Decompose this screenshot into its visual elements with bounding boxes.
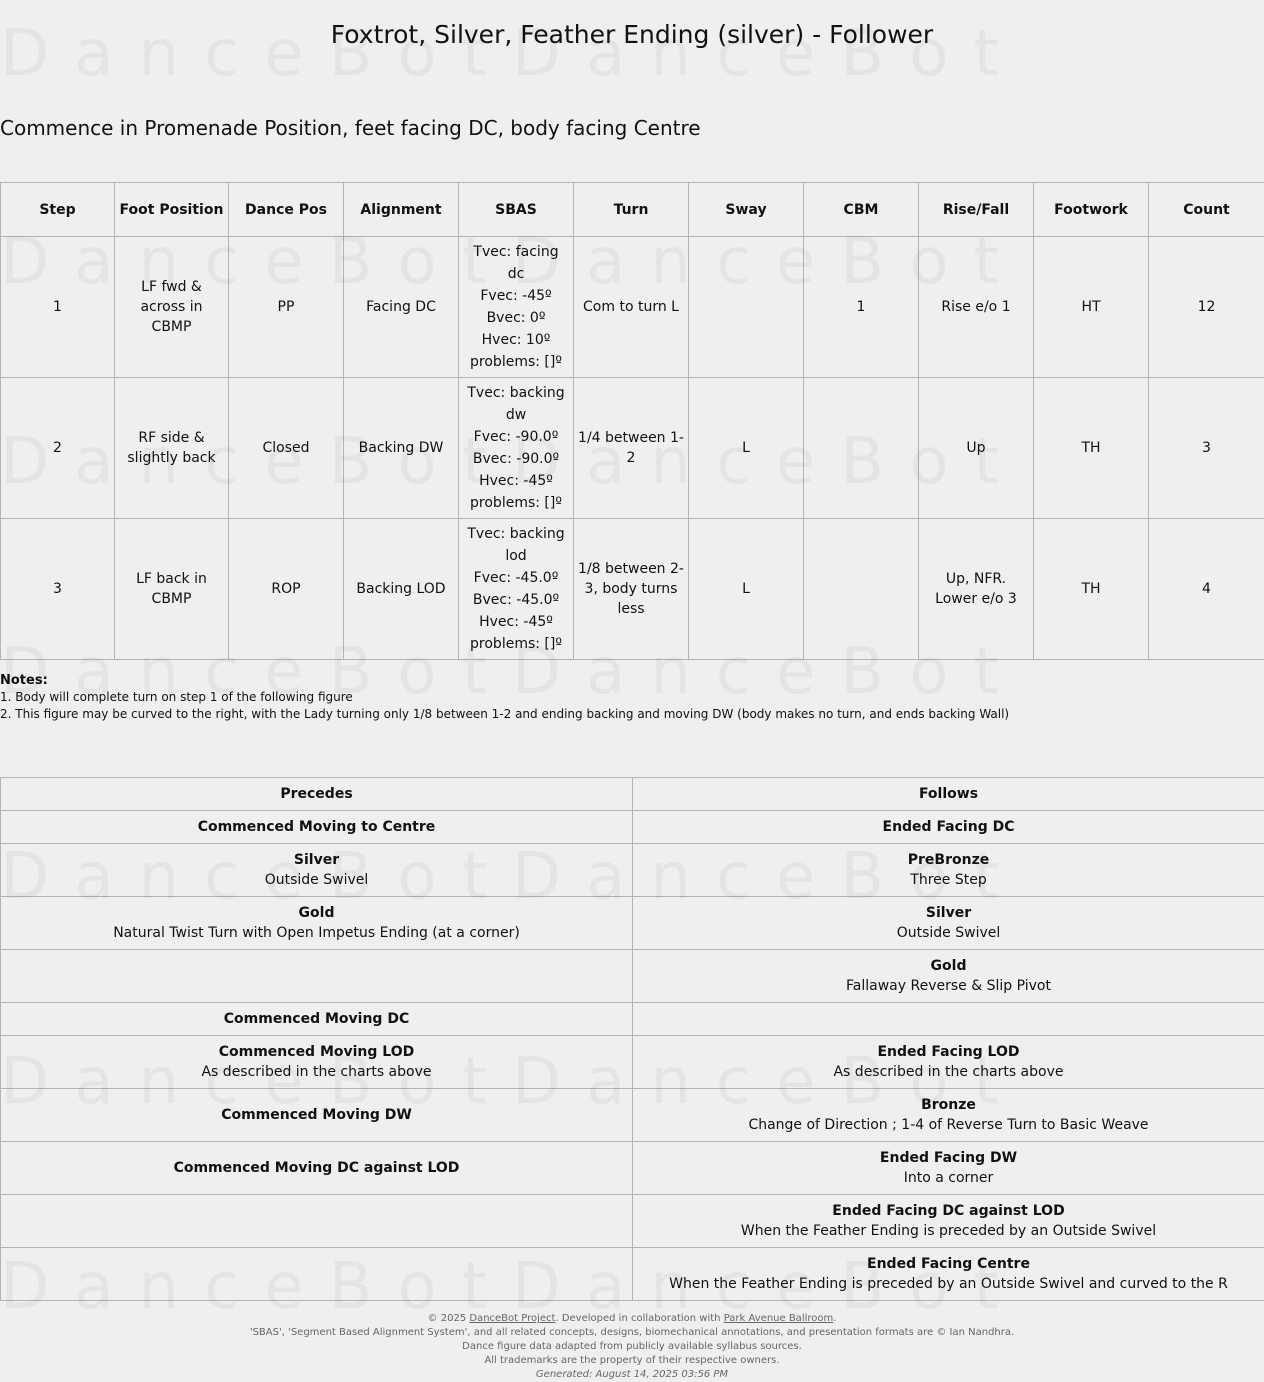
- collab-text: . Developed in collaboration with: [555, 1313, 723, 1324]
- notes-label: Notes:: [0, 673, 48, 688]
- footer: [0, 1312, 1264, 1382]
- turn-cell: 1/4 between 1-2: [574, 378, 689, 519]
- sway-cell: L: [689, 519, 804, 660]
- relation-heading: Commenced Moving LOD: [5, 1042, 628, 1062]
- precedes-cell: [1, 1089, 633, 1142]
- relation-figure: Fallaway Reverse & Slip Pivot: [637, 976, 1260, 996]
- precedes-cell: [1, 1248, 633, 1301]
- park-avenue-ballroom-link[interactable]: Park Avenue Ballroom: [724, 1313, 834, 1324]
- page-title: Foxtrot, Silver, Feather Ending (silver) - Follower: [0, 20, 1264, 49]
- generated-line: Generated: August 14, 2025 03:56 PM: [0, 1368, 1264, 1382]
- footwork-cell: TH: [1034, 519, 1149, 660]
- sbas-cell: [459, 378, 574, 519]
- sbas-cell: [459, 237, 574, 378]
- relation-heading: Commenced Moving DW: [5, 1105, 628, 1125]
- relation-figure: As described in the charts above: [5, 1062, 628, 1082]
- sbas-tvec: Tvec: facing dc: [463, 241, 569, 285]
- cbm-cell: [804, 378, 919, 519]
- follows-cell: [633, 897, 1264, 950]
- sbas-problems: problems: []º: [463, 351, 569, 373]
- relation-heading: Commenced Moving DC: [5, 1009, 628, 1029]
- relation-figure: Outside Swivel: [637, 923, 1260, 943]
- sbas-bvec: Bvec: 0º: [463, 307, 569, 329]
- sbas-tvec: Tvec: backing lod: [463, 523, 569, 567]
- table-row: [1, 1036, 1264, 1089]
- precedes-cell: [1, 1195, 633, 1248]
- relation-figure: Outside Swivel: [5, 870, 628, 890]
- rise-fall-cell: Rise e/o 1: [919, 237, 1034, 378]
- relation-heading: Ended Facing DC: [637, 817, 1260, 837]
- dance-pos-cell: PP: [229, 237, 344, 378]
- foot-position-cell: LF fwd & across in CBMP: [115, 237, 229, 378]
- follows-cell: [633, 844, 1264, 897]
- sbas-fvec: Fvec: -45.0º: [463, 567, 569, 589]
- data-source-line: Dance figure data adapted from publicly available syllabus sources.: [0, 1340, 1264, 1354]
- sbas-problems: problems: []º: [463, 633, 569, 655]
- sway-cell: L: [689, 378, 804, 519]
- relation-heading: Commenced Moving DC against LOD: [5, 1158, 628, 1178]
- column-header: Count: [1149, 183, 1264, 237]
- turn-cell: Com to turn L: [574, 237, 689, 378]
- column-header: Rise/Fall: [919, 183, 1034, 237]
- column-header: Alignment: [344, 183, 459, 237]
- relation-heading: Ended Facing DW: [637, 1148, 1260, 1168]
- precedes-header: Precedes: [1, 778, 633, 811]
- column-header: Dance Pos: [229, 183, 344, 237]
- cbm-cell: 1: [804, 237, 919, 378]
- relation-figure: As described in the charts above: [637, 1062, 1260, 1082]
- table-row: [1, 897, 1264, 950]
- count-cell: 3: [1149, 378, 1264, 519]
- sbas-hvec: Hvec: -45º: [463, 611, 569, 633]
- relation-heading: Ended Facing DC against LOD: [637, 1201, 1260, 1221]
- table-row: [1, 1142, 1264, 1195]
- steps-header-row: [1, 183, 1264, 237]
- table-row: [1, 1089, 1264, 1142]
- sbas-fvec: Fvec: -90.0º: [463, 426, 569, 448]
- sbas-hvec: Hvec: 10º: [463, 329, 569, 351]
- relations-header-row: [1, 778, 1264, 811]
- sway-cell: [689, 237, 804, 378]
- follows-cell: [633, 1195, 1264, 1248]
- cbm-cell: [804, 519, 919, 660]
- column-header: Step: [1, 183, 115, 237]
- precedes-cell: [1, 1003, 633, 1036]
- rise-fall-cell: Up, NFR. Lower e/o 3: [919, 519, 1034, 660]
- dancebot-project-link[interactable]: DanceBot Project: [469, 1313, 555, 1324]
- relation-figure: Natural Twist Turn with Open Impetus Ending (at a corner): [5, 923, 628, 943]
- follows-cell: [633, 811, 1264, 844]
- relation-heading: Bronze: [637, 1095, 1260, 1115]
- relation-figure: Three Step: [637, 870, 1260, 890]
- column-header: CBM: [804, 183, 919, 237]
- sbas-hvec: Hvec: -45º: [463, 470, 569, 492]
- precedes-cell: [1, 897, 633, 950]
- relation-heading: Ended Facing LOD: [637, 1042, 1260, 1062]
- relation-figure: Change of Direction ; 1-4 of Reverse Turn to Basic Weave: [637, 1115, 1260, 1135]
- commence-heading: Commence in Promenade Position, feet facing DC, body facing Centre: [0, 116, 701, 140]
- follows-header: Follows: [633, 778, 1264, 811]
- alignment-cell: Backing DW: [344, 378, 459, 519]
- dance-pos-cell: Closed: [229, 378, 344, 519]
- note-item: 1. Body will complete turn on step 1 of the following figure: [0, 690, 353, 704]
- follows-cell: [633, 1089, 1264, 1142]
- follows-cell: [633, 950, 1264, 1003]
- relation-figure: When the Feather Ending is preceded by an Outside Swivel and curved to the R: [637, 1274, 1260, 1294]
- column-header: Footwork: [1034, 183, 1149, 237]
- relation-heading: Ended Facing Centre: [637, 1254, 1260, 1274]
- relation-heading: Gold: [5, 903, 628, 923]
- table-row: [1, 844, 1264, 897]
- dance-pos-cell: ROP: [229, 519, 344, 660]
- table-row: [1, 1003, 1264, 1036]
- relation-heading: Silver: [5, 850, 628, 870]
- precedes-cell: [1, 1142, 633, 1195]
- table-row: [1, 237, 1264, 378]
- step-cell: 1: [1, 237, 115, 378]
- column-header: Turn: [574, 183, 689, 237]
- notes-section: [0, 672, 1009, 723]
- precedes-cell: [1, 1036, 633, 1089]
- table-row: [1, 378, 1264, 519]
- table-row: [1, 811, 1264, 844]
- footwork-cell: HT: [1034, 237, 1149, 378]
- table-row: [1, 1195, 1264, 1248]
- column-header: SBAS: [459, 183, 574, 237]
- relation-figure: Into a corner: [637, 1168, 1260, 1188]
- relation-heading: PreBronze: [637, 850, 1260, 870]
- precedes-cell: [1, 844, 633, 897]
- alignment-cell: Facing DC: [344, 237, 459, 378]
- sbas-problems: problems: []º: [463, 492, 569, 514]
- precedes-follows-table: [0, 777, 1264, 1301]
- precedes-cell: [1, 811, 633, 844]
- sbas-bvec: Bvec: -90.0º: [463, 448, 569, 470]
- copyright-line: [0, 1312, 1264, 1326]
- relation-heading: Gold: [637, 956, 1260, 976]
- sbas-copyright-line: 'SBAS', 'Segment Based Alignment System', and all related concepts, designs, biomechanical annotations, and presentation formats are © Ian Nandhra.: [0, 1326, 1264, 1340]
- turn-cell: 1/8 between 2-3, body turns less: [574, 519, 689, 660]
- follows-cell: [633, 1003, 1264, 1036]
- count-cell: 4: [1149, 519, 1264, 660]
- period-text: .: [833, 1313, 836, 1324]
- table-row: [1, 1248, 1264, 1301]
- sbas-cell: [459, 519, 574, 660]
- table-row: [1, 950, 1264, 1003]
- follows-cell: [633, 1142, 1264, 1195]
- sbas-fvec: Fvec: -45º: [463, 285, 569, 307]
- footwork-cell: TH: [1034, 378, 1149, 519]
- follows-cell: [633, 1036, 1264, 1089]
- sbas-tvec: Tvec: backing dw: [463, 382, 569, 426]
- column-header: Sway: [689, 183, 804, 237]
- count-cell: 12: [1149, 237, 1264, 378]
- step-cell: 2: [1, 378, 115, 519]
- column-header: Foot Position: [115, 183, 229, 237]
- step-cell: 3: [1, 519, 115, 660]
- note-item: 2. This figure may be curved to the right, with the Lady turning only 1/8 between 1-2 and ending backing and moving DW (body makes no turn, and ends backing Wall): [0, 707, 1009, 721]
- copyright-text: © 2025: [428, 1313, 470, 1324]
- relation-heading: Commenced Moving to Centre: [5, 817, 628, 837]
- table-row: [1, 519, 1264, 660]
- trademarks-line: All trademarks are the property of their respective owners.: [0, 1354, 1264, 1368]
- foot-position-cell: LF back in CBMP: [115, 519, 229, 660]
- foot-position-cell: RF side & slightly back: [115, 378, 229, 519]
- follows-cell: [633, 1248, 1264, 1301]
- rise-fall-cell: Up: [919, 378, 1034, 519]
- steps-table: [0, 182, 1264, 660]
- relation-figure: When the Feather Ending is preceded by an Outside Swivel: [637, 1221, 1260, 1241]
- precedes-cell: [1, 950, 633, 1003]
- relation-heading: Silver: [637, 903, 1260, 923]
- sbas-bvec: Bvec: -45.0º: [463, 589, 569, 611]
- alignment-cell: Backing LOD: [344, 519, 459, 660]
